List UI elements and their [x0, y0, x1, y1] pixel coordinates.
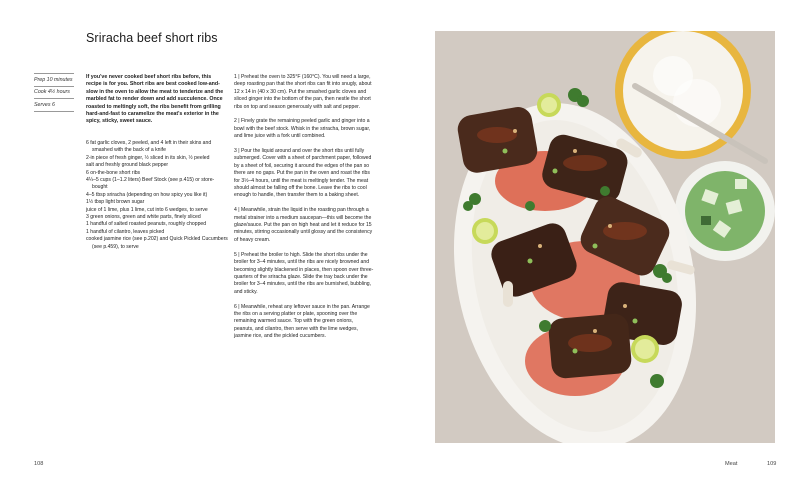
ingredient-item: 1 handful of salted roasted peanuts, roughly chopped: [86, 221, 207, 228]
method-steps: [234, 74, 374, 348]
recipe-intro: If you've never cooked beef short ribs before, this recipe is for you. Short ribs are best cooked low-and-slow in the oven to allow the meat to tenderize and the marbled fat to render down and add succulence. Once roasted to meltingly soft, the ribs benefit from grilling hard-and-fast to caramelize the meat's exterior in the spicy, sticky, sweet sauce.: [86, 74, 224, 125]
ingredient-item: 6 on-the-bone short ribs: [86, 169, 141, 176]
method-step: 6 | Meanwhile, reheat any leftover sauce in the pan. Arrange the ribs on a serving platter or plate, spooning over the remaining warmed sauce. Top with the green onions, peanuts, and cilantro, then serve with the lime wedges, jasmine rice, and the pickled cucumbers.: [234, 303, 370, 340]
ingredient-item: 3 green onions, green and white parts, finely sliced: [86, 214, 201, 221]
ingredient-item: 1 handful of cilantro, leaves picked: [86, 228, 165, 235]
ingredient-item: 6 fat garlic cloves, 2 peeled, and 4 left in their skins and smashed with the back of a knife: [86, 140, 212, 154]
method-step: 3 | Pour the liquid around and over the short ribs until fully submerged. Cover with a sheet of parchment paper, followed by a sheet of foil, securing it around the edges of the pan so there are no gaps. Put the pan in the oven and roast the ribs for 3½–4 hours, until the meat is meltingly tender. The meat should almost be falling off the bone. Leave the ribs to cool enough to handle, then transfer them to a baking sheet.: [234, 148, 372, 199]
section-name: Meat: [725, 461, 738, 467]
recipe-title: Sriracha beef short ribs: [86, 31, 218, 45]
ingredient-item: juice of 1 lime, plus 1 lime, cut into 6 wedges, to serve: [86, 206, 208, 213]
method-step: 2 | Finely grate the remaining peeled garlic and ginger into a bowl with the beef stock. Whisk in the sriracha, brown sugar, and lime juice with a fork until combined.: [234, 118, 371, 140]
page-number-left: 108: [34, 461, 44, 467]
page-number-right: 109: [767, 461, 777, 467]
ingredient-item: 4¼–5 cups (1–1.2 liters) Beef Stock (see p.415) or store-bought: [86, 177, 215, 191]
ingredient-item: 4–5 tbsp sriracha (depending on how spicy you like it): [86, 191, 208, 198]
ingredient-item: cooked jasmine rice (see p.202) and Quick Pickled Cucumbers (see p.459), to serve: [86, 236, 228, 250]
food-photo: [435, 31, 775, 443]
recipe-meta: [34, 73, 74, 112]
ingredient-item: salt and freshly ground black pepper: [86, 162, 169, 169]
method-step: 5 | Preheat the broiler to high. Slide the short ribs under the broiler for 3–4 minutes, until the ribs are nicely browned and becoming slightly blackened in places, then spoon over three-quarters of the sriracha glaze. Slide the tray back under the broiler for 3–4 minutes, until the ribs are burnished, bubbling, and sticky.: [234, 251, 374, 295]
ingredient-item: 2-in piece of fresh ginger, ½ sliced in its skin, ½ peeled: [86, 154, 210, 161]
ingredients-list: [86, 140, 228, 251]
method-step: 4 | Meanwhile, strain the liquid in the roasting pan through a metal strainer into a medium saucepan—this will become the glaze/sauce. Put the pan on high heat and let it reduce for 15 minutes, stirring occasionally until glossy and the consistency of heavy cream.: [234, 207, 373, 243]
cook-time: Cook 4½ hours: [34, 86, 74, 99]
ingredient-item: 1½ tbsp light brown sugar: [86, 199, 145, 206]
method-step: 1 | Preheat the oven to 325°F (160°C). You will need a large, deep roasting pan that the short ribs can fit into snugly, about 12 x 14 in (40 x 30 cm). Put the smashed garlic cloves and sliced ginger into the bottom of the pan, then nestle the short ribs on top and season generously with salt and pepper.: [234, 74, 372, 110]
servings: Serves 6: [34, 98, 74, 112]
prep-time: Prep 10 minutes: [34, 73, 74, 86]
